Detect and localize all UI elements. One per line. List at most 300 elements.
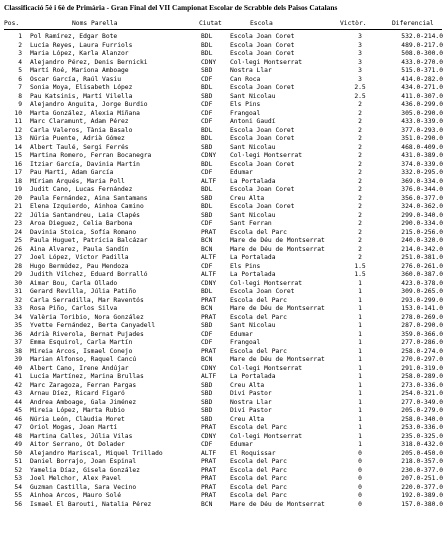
table-row bbox=[0, 135, 446, 144]
cell-wins: 2 bbox=[358, 245, 362, 253]
cell-wins: 1 bbox=[358, 381, 362, 389]
cell-position: 50 bbox=[14, 449, 22, 457]
cell-school: Antoni Gaudí bbox=[230, 118, 276, 125]
cell-pair-names: Júlia Santandreu, Laia Clapés bbox=[30, 211, 140, 219]
cell-position: 6 bbox=[18, 75, 22, 83]
table-row bbox=[0, 467, 446, 476]
cell-pair-names: Joel Melchor, Alex Pavel bbox=[30, 475, 121, 482]
cell-differential: 157.0-380.0 bbox=[401, 500, 443, 508]
cell-differential: 411.0-307.0 bbox=[401, 92, 443, 100]
cell-differential: 205.0-450.0 bbox=[401, 449, 443, 457]
cell-differential: 374.0-339.0 bbox=[401, 160, 443, 168]
cell-wins: 1 bbox=[358, 432, 362, 440]
cell-city: PRAT bbox=[201, 458, 217, 465]
cell-differential: 192.0-389.0 bbox=[401, 492, 443, 499]
cell-wins: 2 bbox=[358, 228, 362, 236]
cell-pair-names: Paula Huguet, Patrícia Balcázar bbox=[30, 237, 148, 244]
table-row bbox=[0, 84, 446, 93]
cell-differential: 277.0-286.0 bbox=[401, 339, 443, 346]
cell-position: 34 bbox=[14, 313, 22, 321]
cell-pair-names: Hugo Bermúdez, Pau Mendoza bbox=[30, 262, 129, 270]
cell-school: Mare de Déu de Montserrat bbox=[230, 245, 325, 253]
cell-position: 12 bbox=[14, 126, 22, 134]
cell-pair-names: Núria Puente, Adrià Gómez bbox=[30, 135, 125, 142]
table-row bbox=[0, 433, 446, 442]
cell-city: SBD bbox=[201, 381, 213, 389]
cell-pair-names: Marta González, Alexia Miñana bbox=[30, 109, 140, 117]
cell-differential: 318.0-432.0 bbox=[401, 441, 443, 448]
cell-wins: 1 bbox=[358, 424, 362, 431]
cell-school: La Portalada bbox=[230, 373, 276, 380]
cell-pair-names: Carla Serradilla, Mar Raventós bbox=[30, 296, 144, 304]
cell-wins: 2 bbox=[358, 237, 362, 244]
table-row bbox=[0, 67, 446, 76]
cell-differential: 230.0-377.0 bbox=[401, 466, 443, 474]
cell-pair-names: Pau Martí, Adam García bbox=[30, 169, 114, 176]
cell-pair-names: Marc Zaragoza, Ferran Pargas bbox=[30, 381, 137, 389]
cell-city: CDF bbox=[201, 75, 213, 83]
cell-city: CDF bbox=[201, 220, 213, 227]
cell-school: Escola Joan Coret bbox=[230, 288, 295, 295]
cell-school: Col·legi Montserrat bbox=[230, 58, 303, 66]
table-row bbox=[0, 110, 446, 119]
cell-position: 8 bbox=[18, 92, 22, 100]
table-row bbox=[0, 475, 446, 484]
cell-city: CDF bbox=[201, 118, 213, 125]
cell-city: BDL bbox=[201, 33, 213, 40]
cell-position: 51 bbox=[14, 458, 22, 465]
table-row bbox=[0, 356, 446, 365]
cell-school: Sant Nicolau bbox=[230, 143, 276, 151]
ranking-table bbox=[0, 33, 446, 509]
table-row bbox=[0, 390, 446, 399]
cell-school: Edumar bbox=[230, 441, 253, 448]
cell-position: 48 bbox=[14, 432, 22, 440]
cell-position: 26 bbox=[14, 245, 22, 253]
cell-wins: 0 bbox=[358, 466, 362, 474]
cell-differential: 258.0-274.0 bbox=[401, 347, 443, 355]
cell-pair-names: Mireia Arcos, Ismael Conejo bbox=[30, 347, 133, 355]
table-row bbox=[0, 203, 446, 212]
table-row bbox=[0, 484, 446, 493]
cell-position: 36 bbox=[14, 330, 22, 338]
cell-school: Escola Joan Coret bbox=[230, 135, 295, 142]
cell-city: CDF bbox=[201, 101, 213, 108]
cell-position: 16 bbox=[14, 160, 22, 168]
cell-city: BDL bbox=[201, 288, 213, 295]
cell-school: Escola Joan Coret bbox=[230, 126, 295, 134]
cell-school: Mare de Déu de Montserrat bbox=[230, 500, 325, 508]
cell-pair-names: Paula Fernández, Aina Santamans bbox=[30, 194, 148, 202]
cell-city: SBD bbox=[201, 211, 213, 219]
cell-wins: 1 bbox=[358, 415, 362, 423]
cell-differential: 205.0-279.0 bbox=[401, 407, 443, 414]
table-row bbox=[0, 76, 446, 85]
cell-pair-names: Itziar García, Davinia Martín bbox=[30, 160, 140, 168]
cell-school: Escola del Parc bbox=[230, 313, 287, 321]
cell-differential: 253.0-336.0 bbox=[401, 424, 443, 431]
cell-wins: 1 bbox=[358, 441, 362, 448]
cell-position: 53 bbox=[14, 475, 22, 482]
cell-wins: 2.5 bbox=[354, 84, 366, 91]
cell-city: BCN bbox=[201, 245, 213, 253]
cell-school: Mare de Déu de Montserrat bbox=[230, 237, 325, 244]
cell-differential: 532.0-214.0 bbox=[401, 33, 443, 40]
cell-differential: 359.0-366.0 bbox=[401, 330, 443, 338]
cell-wins: 1 bbox=[358, 347, 362, 355]
cell-wins: 3 bbox=[358, 58, 362, 66]
cell-position: 54 bbox=[14, 483, 22, 491]
cell-differential: 508.0-300.0 bbox=[401, 50, 443, 57]
cell-differential: 293.0-299.0 bbox=[401, 296, 443, 304]
table-row bbox=[0, 101, 446, 110]
cell-school: Can Roca bbox=[230, 75, 261, 83]
cell-position: 43 bbox=[14, 390, 22, 397]
cell-pair-names: Judith Vílchez, Eduard Borralló bbox=[30, 271, 148, 278]
cell-school: Creu Alta bbox=[230, 194, 265, 202]
cell-pair-names: Ainhoa Arcos, Mauro Solé bbox=[30, 492, 121, 499]
cell-pair-names: Judit Cano, Lucas Fernández bbox=[30, 186, 133, 193]
cell-position: 49 bbox=[14, 441, 22, 448]
cell-differential: 434.0-271.0 bbox=[401, 84, 443, 91]
table-row bbox=[0, 458, 446, 467]
cell-differential: 433.0-270.0 bbox=[401, 58, 443, 66]
cell-wins: 1 bbox=[358, 398, 362, 406]
cell-school: Sant Nicolau bbox=[230, 211, 276, 219]
cell-pair-names: Alejandro Mariscal, Miquel Trillado bbox=[30, 449, 163, 457]
table-row bbox=[0, 152, 446, 161]
cell-school: La Portalada bbox=[230, 177, 276, 185]
cell-position: 31 bbox=[14, 288, 22, 295]
cell-pair-names: Aroa Dieguez, Celia Barbona bbox=[30, 220, 133, 227]
cell-position: 15 bbox=[14, 152, 22, 159]
cell-position: 14 bbox=[14, 143, 22, 151]
cell-wins: 1 bbox=[358, 339, 362, 346]
cell-differential: 240.0-320.0 bbox=[401, 237, 443, 244]
cell-differential: 278.0-269.0 bbox=[401, 313, 443, 321]
cell-school: Frangoal bbox=[230, 339, 261, 346]
header-name: Noms Parella bbox=[72, 20, 118, 27]
header-team: Escola bbox=[250, 20, 273, 27]
cell-school: Creu Alta bbox=[230, 415, 265, 423]
cell-pair-names: Pol Ramírez, Edgar Bote bbox=[30, 33, 118, 40]
cell-city: BDL bbox=[201, 203, 213, 210]
cell-position: 5 bbox=[18, 67, 22, 74]
cell-wins: 1.5 bbox=[354, 262, 366, 270]
table-row bbox=[0, 450, 446, 459]
cell-wins: 2 bbox=[358, 143, 362, 151]
cell-city: BDL bbox=[201, 41, 213, 49]
cell-position: 56 bbox=[14, 500, 22, 508]
cell-wins: 0 bbox=[358, 483, 362, 491]
cell-differential: 414.0-282.0 bbox=[401, 75, 443, 83]
cell-wins: 0 bbox=[358, 492, 362, 499]
table-row bbox=[0, 305, 446, 314]
cell-differential: 468.0-409.0 bbox=[401, 143, 443, 151]
cell-wins: 2 bbox=[358, 177, 362, 185]
table-row bbox=[0, 254, 446, 263]
cell-school: Escola del Parc bbox=[230, 466, 287, 474]
cell-school: Col·legi Montserrat bbox=[230, 152, 303, 159]
cell-school: Diví Pastor bbox=[230, 407, 272, 414]
cell-position: 9 bbox=[18, 101, 22, 108]
cell-differential: 515.0-371.0 bbox=[401, 67, 443, 74]
cell-differential: 309.0-265.0 bbox=[401, 288, 443, 295]
table-row bbox=[0, 186, 446, 195]
cell-school: Escola del Parc bbox=[230, 483, 287, 491]
cell-differential: 305.0-290.0 bbox=[401, 109, 443, 117]
cell-school: Mare de Déu de Montserrat bbox=[230, 356, 325, 363]
cell-school: Col·legi Montserrat bbox=[230, 432, 303, 440]
cell-position: 25 bbox=[14, 237, 22, 244]
table-row bbox=[0, 127, 446, 136]
cell-city: CDNY bbox=[201, 58, 217, 66]
cell-position: 33 bbox=[14, 305, 22, 312]
cell-differential: 360.0-387.0 bbox=[401, 271, 443, 278]
cell-differential: 369.0-334.0 bbox=[401, 177, 443, 185]
cell-city: PRAT bbox=[201, 347, 217, 355]
cell-wins: 3 bbox=[358, 75, 362, 83]
cell-position: 37 bbox=[14, 339, 22, 346]
cell-pair-names: Adrià Riverola, Bernat Pujades bbox=[30, 330, 144, 338]
cell-city: CDF bbox=[201, 169, 213, 176]
cell-differential: 377.0-293.0 bbox=[401, 126, 443, 134]
cell-wins: 3 bbox=[358, 41, 362, 49]
cell-wins: 2 bbox=[358, 118, 362, 125]
table-row bbox=[0, 339, 446, 348]
table-row bbox=[0, 331, 446, 340]
cell-pair-names: Míriam Arqués, Maria Poll bbox=[30, 177, 125, 185]
cell-position: 40 bbox=[14, 364, 22, 372]
cell-pair-names: Marian Alfonso, Raquel Cancú bbox=[30, 356, 137, 363]
cell-school: Mare de Déu de Montserrat bbox=[230, 305, 325, 312]
cell-city: ALTF bbox=[201, 271, 217, 278]
cell-position: 55 bbox=[14, 492, 22, 499]
cell-pair-names: Davinia Stoica, Sofía Romano bbox=[30, 228, 137, 236]
cell-position: 24 bbox=[14, 228, 22, 236]
cell-pair-names: Valèria Toribio, Nora González bbox=[30, 313, 144, 321]
cell-school: Escola del Parc bbox=[230, 424, 287, 431]
cell-pair-names: Òscar García, Raúl Vasiu bbox=[30, 75, 121, 83]
cell-pair-names: Oriol Mogas, Joan Martí bbox=[30, 424, 118, 431]
cell-wins: 1 bbox=[358, 288, 362, 295]
table-row bbox=[0, 161, 446, 170]
table-row bbox=[0, 492, 446, 501]
table-row bbox=[0, 399, 446, 408]
cell-differential: 276.0-261.0 bbox=[401, 262, 443, 270]
cell-city: ALTF bbox=[201, 373, 217, 380]
cell-differential: 423.0-378.0 bbox=[401, 279, 443, 287]
cell-wins: 1.5 bbox=[354, 271, 366, 278]
table-row bbox=[0, 50, 446, 59]
table-row bbox=[0, 416, 446, 425]
cell-pair-names: Lucía Reyes, Laura Furriols bbox=[30, 41, 133, 49]
header-wins: Victòr. bbox=[340, 20, 367, 27]
table-row bbox=[0, 118, 446, 127]
cell-city: SBD bbox=[201, 407, 213, 414]
cell-wins: 2 bbox=[358, 101, 362, 108]
cell-position: 45 bbox=[14, 407, 22, 414]
cell-city: BCN bbox=[201, 305, 213, 312]
cell-city: ALTF bbox=[201, 177, 217, 185]
cell-school: Escola Joan Coret bbox=[230, 41, 295, 49]
cell-city: PRAT bbox=[201, 466, 217, 474]
cell-city: PRAT bbox=[201, 296, 217, 304]
table-row bbox=[0, 212, 446, 221]
cell-wins: 2 bbox=[358, 211, 362, 219]
cell-position: 20 bbox=[14, 194, 22, 202]
cell-pair-names: Carla Valeros, Tània Basalo bbox=[30, 126, 133, 134]
cell-pair-names: Martina Romero, Ferran Bocanegra bbox=[30, 152, 152, 159]
cell-pair-names: Daniel Borrajo, Joan Espinal bbox=[30, 458, 137, 465]
cell-wins: 1 bbox=[358, 364, 362, 372]
cell-city: SBD bbox=[201, 415, 213, 423]
table-row bbox=[0, 237, 446, 246]
cell-city: BDL bbox=[201, 50, 213, 57]
cell-pair-names: Marc Claramunt, Adam Pérez bbox=[30, 118, 129, 125]
cell-school: Escola Joan Coret bbox=[230, 203, 295, 210]
cell-school: Escola del Parc bbox=[230, 492, 287, 499]
table-row bbox=[0, 263, 446, 272]
cell-city: CDNY bbox=[201, 364, 217, 372]
cell-position: 10 bbox=[14, 109, 22, 117]
cell-differential: 270.0-297.0 bbox=[401, 356, 443, 363]
page-title: Classificació 5è i 6è de Primària - Gran Final del VII Campionat Escolar de Scrabble dels Països Catalans bbox=[4, 3, 338, 12]
cell-pair-names: Lucía Martínez, Marina Brullas bbox=[30, 373, 144, 380]
cell-city: CDF bbox=[201, 262, 213, 270]
cell-city: CDF bbox=[201, 339, 213, 346]
table-row bbox=[0, 501, 446, 510]
cell-position: 47 bbox=[14, 424, 22, 431]
cell-pair-names: Yamelia Díaz, Gisela González bbox=[30, 466, 140, 474]
cell-pair-names: Ismael El Barouti, Natalia Pérez bbox=[30, 500, 152, 508]
cell-pair-names: Sonia Moya, Elisabeth López bbox=[30, 84, 133, 91]
cell-city: PRAT bbox=[201, 424, 217, 431]
cell-wins: 0 bbox=[358, 458, 362, 465]
cell-position: 4 bbox=[18, 58, 22, 66]
table-row bbox=[0, 59, 446, 68]
cell-wins: 1 bbox=[358, 322, 362, 329]
cell-differential: 273.0-336.0 bbox=[401, 381, 443, 389]
cell-school: Edumar bbox=[230, 330, 253, 338]
cell-differential: 290.0-334.0 bbox=[401, 220, 443, 227]
cell-school: Nostra Llar bbox=[230, 398, 272, 406]
cell-differential: 351.0-290.0 bbox=[401, 135, 443, 142]
cell-city: SBD bbox=[201, 322, 213, 329]
cell-wins: 2 bbox=[358, 152, 362, 159]
cell-wins: 1 bbox=[358, 305, 362, 312]
cell-city: SBD bbox=[201, 398, 213, 406]
cell-school: Escola del Parc bbox=[230, 475, 287, 482]
cell-differential: 436.0-299.0 bbox=[401, 101, 443, 108]
table-row bbox=[0, 246, 446, 255]
table-row bbox=[0, 424, 446, 433]
cell-differential: 287.0-290.0 bbox=[401, 322, 443, 329]
table-header bbox=[0, 19, 446, 28]
cell-position: 44 bbox=[14, 398, 22, 406]
cell-position: 13 bbox=[14, 135, 22, 142]
cell-pair-names: Elena Izquierdo, Ainhoa Camino bbox=[30, 203, 144, 210]
cell-city: PRAT bbox=[201, 483, 217, 491]
cell-school: Escola Joan Coret bbox=[230, 186, 295, 193]
table-row bbox=[0, 271, 446, 280]
cell-school: Escola del Parc bbox=[230, 458, 287, 465]
cell-city: CDNY bbox=[201, 279, 217, 287]
cell-city: PRAT bbox=[201, 313, 217, 321]
table-row bbox=[0, 382, 446, 391]
cell-position: 18 bbox=[14, 177, 22, 185]
cell-school: Els Pins bbox=[230, 262, 261, 270]
cell-school: Edumar bbox=[230, 169, 253, 176]
cell-wins: 1 bbox=[358, 330, 362, 338]
cell-city: CDF bbox=[201, 330, 213, 338]
table-row bbox=[0, 169, 446, 178]
cell-pair-names: Maria López, Karla Alanzor bbox=[30, 50, 129, 57]
cell-differential: 218.0-357.0 bbox=[401, 458, 443, 465]
cell-position: 28 bbox=[14, 262, 22, 270]
cell-position: 19 bbox=[14, 186, 22, 193]
table-row bbox=[0, 93, 446, 102]
cell-wins: 0 bbox=[358, 449, 362, 457]
cell-wins: 2.5 bbox=[354, 92, 366, 100]
cell-differential: 153.0-141.0 bbox=[401, 305, 443, 312]
cell-differential: 277.0-349.0 bbox=[401, 398, 443, 406]
cell-city: BCN bbox=[201, 237, 213, 244]
table-row bbox=[0, 322, 446, 331]
cell-pair-names: Andrea Amboage, Gala Jiménez bbox=[30, 398, 137, 406]
cell-pair-names: Martina Calles, Júlia Vilas bbox=[30, 432, 133, 440]
cell-pair-names: Albert Taulé, Sergi Ferrés bbox=[30, 143, 129, 151]
cell-city: CDNY bbox=[201, 152, 217, 159]
cell-city: SBD bbox=[201, 143, 213, 151]
cell-position: 2 bbox=[18, 41, 22, 49]
cell-differential: 489.0-217.0 bbox=[401, 41, 443, 49]
cell-differential: 251.0-381.0 bbox=[401, 254, 443, 261]
cell-school: Escola del Parc bbox=[230, 347, 287, 355]
cell-pair-names: Mireia López, Marta Rubio bbox=[30, 407, 125, 414]
cell-city: CDNY bbox=[201, 432, 217, 440]
cell-wins: 2 bbox=[358, 220, 362, 227]
cell-wins: 2 bbox=[358, 109, 362, 117]
cell-pair-names: Rosa Piño, Carlos Silva bbox=[30, 305, 118, 312]
table-row bbox=[0, 229, 446, 238]
cell-differential: 356.0-377.0 bbox=[401, 194, 443, 202]
table-row bbox=[0, 365, 446, 374]
cell-school: Escola Joan Coret bbox=[230, 50, 295, 57]
cell-wins: 3 bbox=[358, 67, 362, 74]
cell-city: PRAT bbox=[201, 228, 217, 236]
cell-differential: 258.0-340.0 bbox=[401, 415, 443, 423]
cell-city: BDL bbox=[201, 186, 213, 193]
cell-wins: 3 bbox=[358, 33, 362, 40]
cell-position: 39 bbox=[14, 356, 22, 363]
table-row bbox=[0, 348, 446, 357]
cell-differential: 431.0-389.0 bbox=[401, 152, 443, 159]
cell-school: Frangoal bbox=[230, 109, 261, 117]
cell-school: Nostra Llar bbox=[230, 67, 272, 74]
table-row bbox=[0, 195, 446, 204]
cell-school: La Portalada bbox=[230, 254, 276, 261]
table-row bbox=[0, 314, 446, 323]
cell-differential: 376.0-344.0 bbox=[401, 186, 443, 193]
cell-differential: 258.0-289.0 bbox=[401, 373, 443, 380]
cell-pair-names: Joel López, Víctor Padilla bbox=[30, 254, 129, 261]
cell-position: 46 bbox=[14, 415, 22, 423]
cell-differential: 299.0-340.0 bbox=[401, 211, 443, 219]
cell-school: El Roquissar bbox=[230, 449, 276, 457]
cell-pair-names: Guzman Castilla, Sara Vecino bbox=[30, 483, 137, 491]
cell-school: Sant Nicolau bbox=[230, 322, 276, 329]
